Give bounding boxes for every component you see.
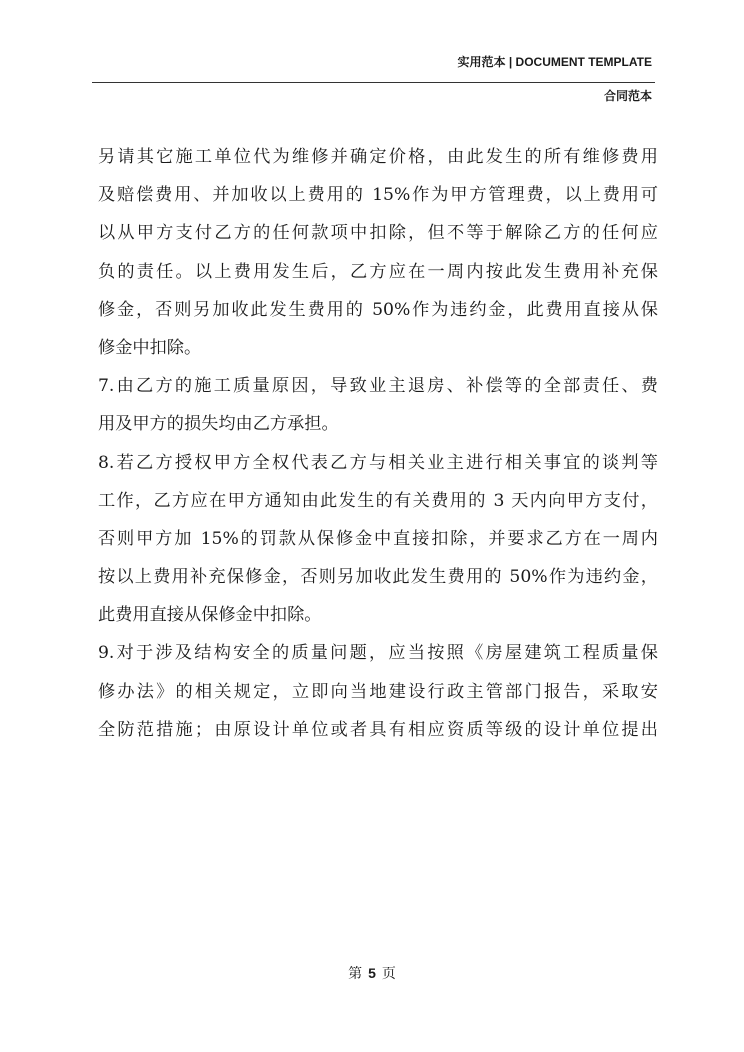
header-divider <box>92 82 655 83</box>
clause-8-line: 此费用直接从保修金中扣除。 <box>98 605 322 626</box>
clause-7-line: 7.由乙方的施工质量原因，导致业主退房、补偿等的全部责任、费 <box>98 376 658 397</box>
clause-8-line: 否则甲方加 15%的罚款从保修金中直接扣除，并要求乙方在一周内 <box>98 528 658 549</box>
body-line: 以从甲方支付乙方的任何款项中扣除，但不等于解除乙方的任何应 <box>98 223 658 244</box>
body-line: 及赔偿费用、并加收以上费用的 15%作为甲方管理费，以上费用可 <box>98 185 658 206</box>
clause-9-line: 全防范措施；由原设计单位或者具有相应资质等级的设计单位提出 <box>98 719 658 740</box>
clause-9-line: 9.对于涉及结构安全的质量问题，应当按照《房屋建筑工程质量保 <box>98 643 658 664</box>
page-suffix: 页 <box>381 966 396 982</box>
page-number: 5 <box>368 965 376 981</box>
clause-8-line: 工作，乙方应在甲方通知由此发生的有关费用的 3 天内向甲方支付， <box>98 490 658 511</box>
header-title: 实用范本 | DOCUMENT TEMPLATE <box>457 55 652 69</box>
body-line: 修金，否则另加收此发生费用的 50%作为违约金，此费用直接从保 <box>98 299 658 320</box>
page-footer <box>0 963 744 983</box>
document-body <box>98 138 658 749</box>
header-subtitle: 合同范本 <box>603 89 652 103</box>
body-line: 修金中扣除。 <box>98 337 202 358</box>
page-prefix: 第 <box>348 966 363 982</box>
body-line: 另请其它施工单位代为维修并确定价格，由此发生的所有维修费用 <box>98 147 658 167</box>
body-line: 负的责任。以上费用发生后，乙方应在一周内按此发生费用补充保 <box>98 261 658 282</box>
clause-8-line: 8.若乙方授权甲方全权代表乙方与相关业主进行相关事宜的谈判等 <box>98 452 658 473</box>
clause-8-line: 按以上费用补充保修金，否则另加收此发生费用的 50%作为违约金， <box>98 567 658 588</box>
clause-9-line: 修办法》的相关规定，立即向当地建设行政主管部门报告，采取安 <box>98 681 658 702</box>
clause-7-line: 用及甲方的损失均由乙方承担。 <box>98 414 339 435</box>
